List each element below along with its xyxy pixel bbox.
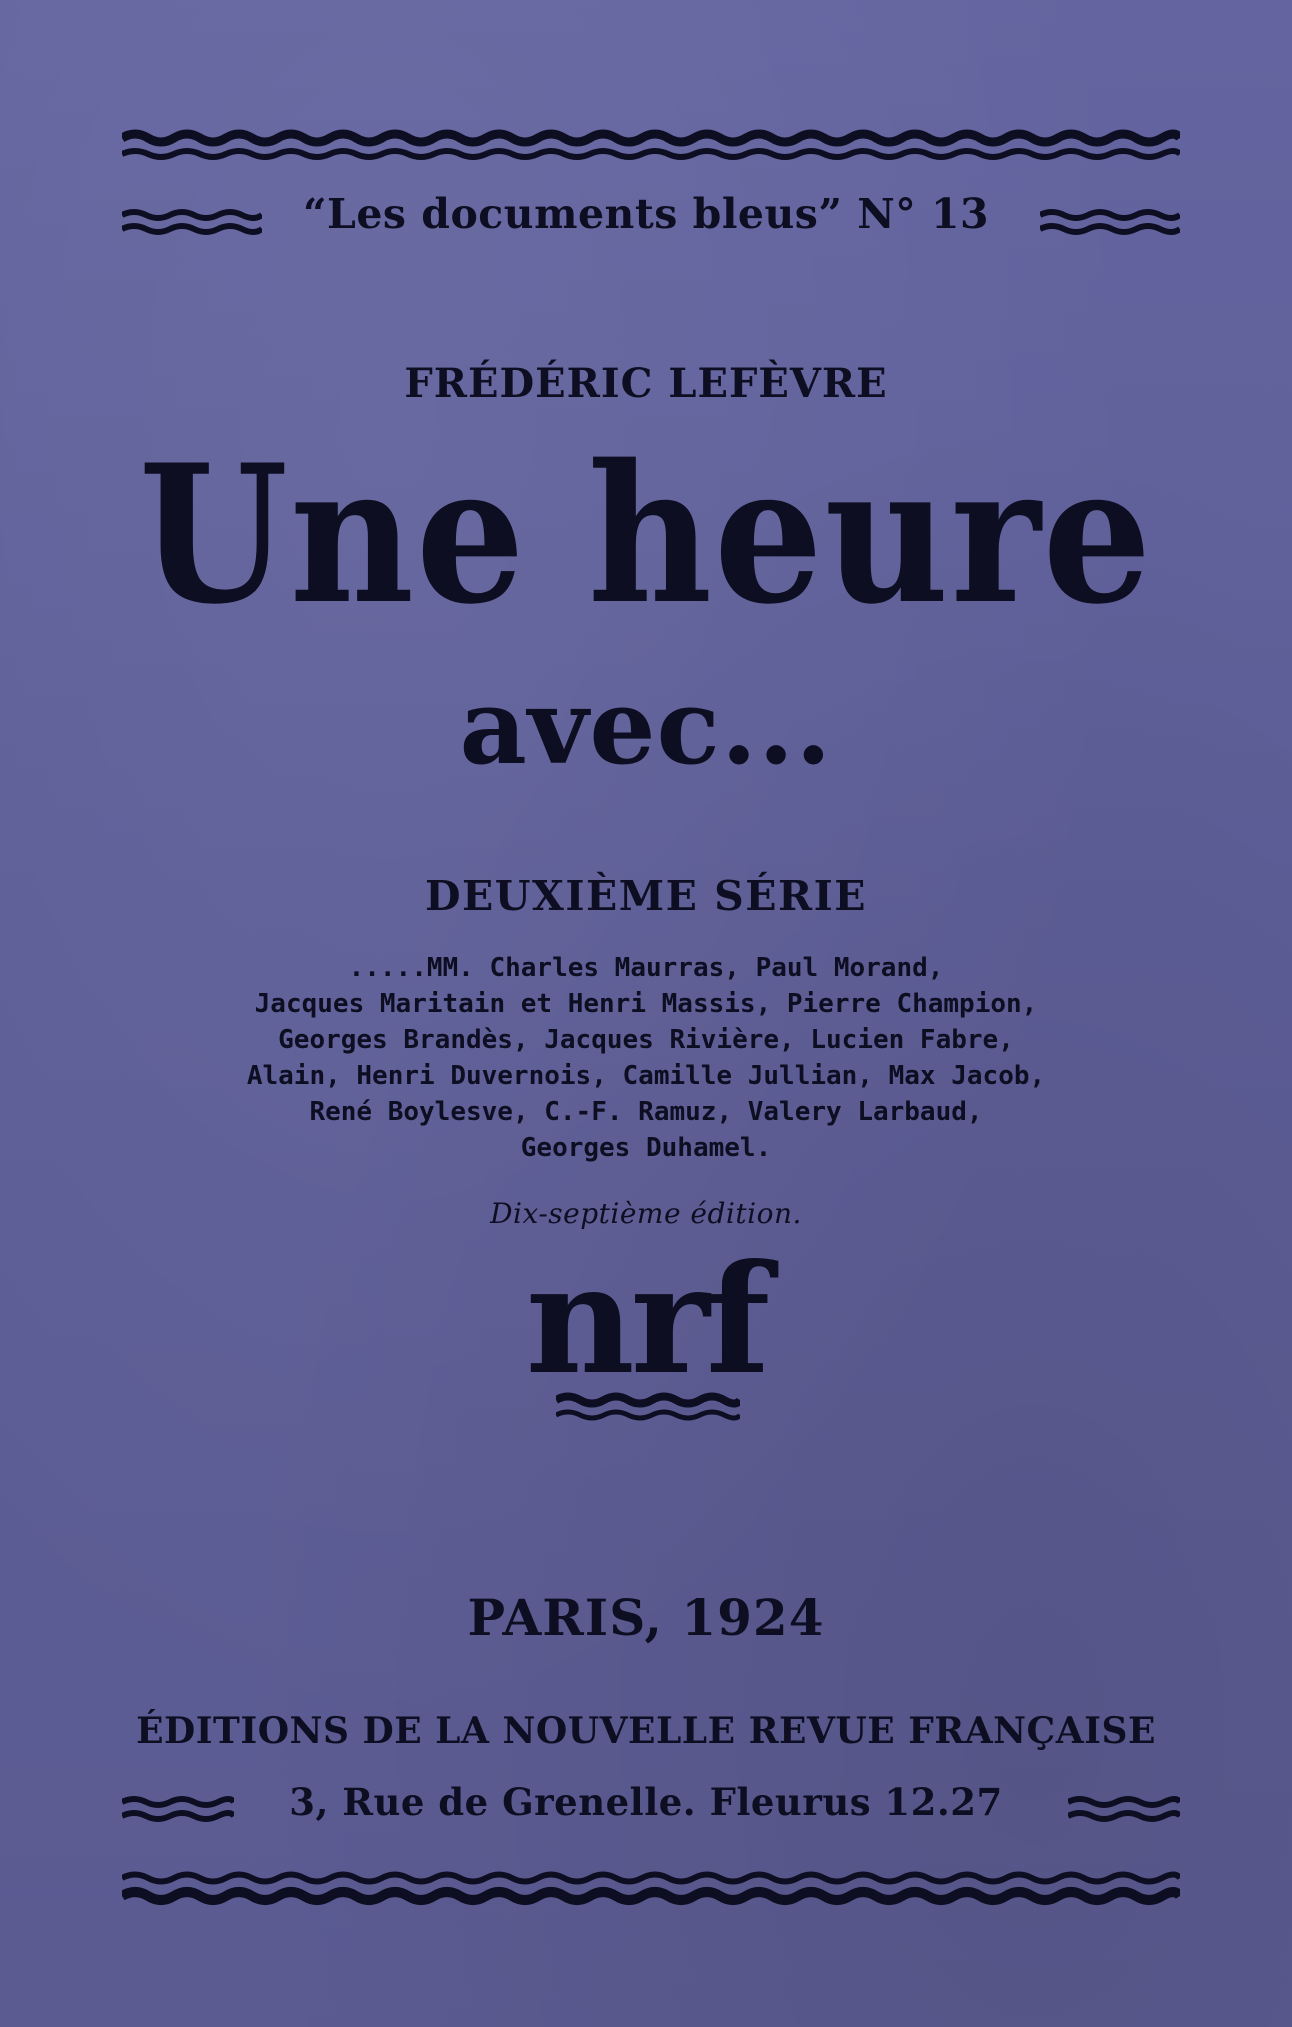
- interviewee-line: .....MM. Charles Maurras, Paul Morand,: [348, 953, 944, 983]
- interviewee-line: Georges Brandès, Jacques Rivière, Lucien Fabre,: [278, 1025, 1014, 1055]
- edition-note: Dix-septième édition.: [490, 1197, 802, 1230]
- author-name: FRÉDÉRIC LEFÈVRE: [404, 360, 888, 407]
- place-date: PARIS, 1924: [467, 1588, 825, 1647]
- book-title: Une heure: [138, 423, 1154, 646]
- series-label: “Les documents bleus” N° 13: [302, 190, 990, 238]
- top-wave-rule: [122, 124, 1180, 164]
- publisher-name: ÉDITIONS DE LA NOUVELLE REVUE FRANÇAISE: [136, 1710, 1156, 1752]
- interviewee-line: Georges Duhamel.: [520, 1133, 772, 1163]
- book-subtitle: avec...: [459, 665, 833, 788]
- series-number: DEUXIÈME SÉRIE: [424, 872, 868, 920]
- nrf-logo: nrf: [525, 1232, 767, 1408]
- interviewee-line: René Boylesve, C.-F. Ramuz, Valery Larbaud,: [309, 1097, 983, 1127]
- interviewee-line: Jacques Maritain et Henri Massis, Pierre Champion,: [254, 989, 1038, 1019]
- publisher-address: 3, Rue de Grenelle. Fleurus 12.27: [289, 1780, 1003, 1824]
- logo-wave: [556, 1388, 740, 1424]
- right-address-wave: [1068, 1792, 1180, 1826]
- bottom-wave-rule: [122, 1866, 1180, 1910]
- right-series-wave: [1040, 205, 1180, 239]
- interviewee-line: Alain, Henri Duvernois, Camille Jullian, Max Jacob,: [246, 1061, 1046, 1091]
- interviewee-list: [0, 950, 1292, 1166]
